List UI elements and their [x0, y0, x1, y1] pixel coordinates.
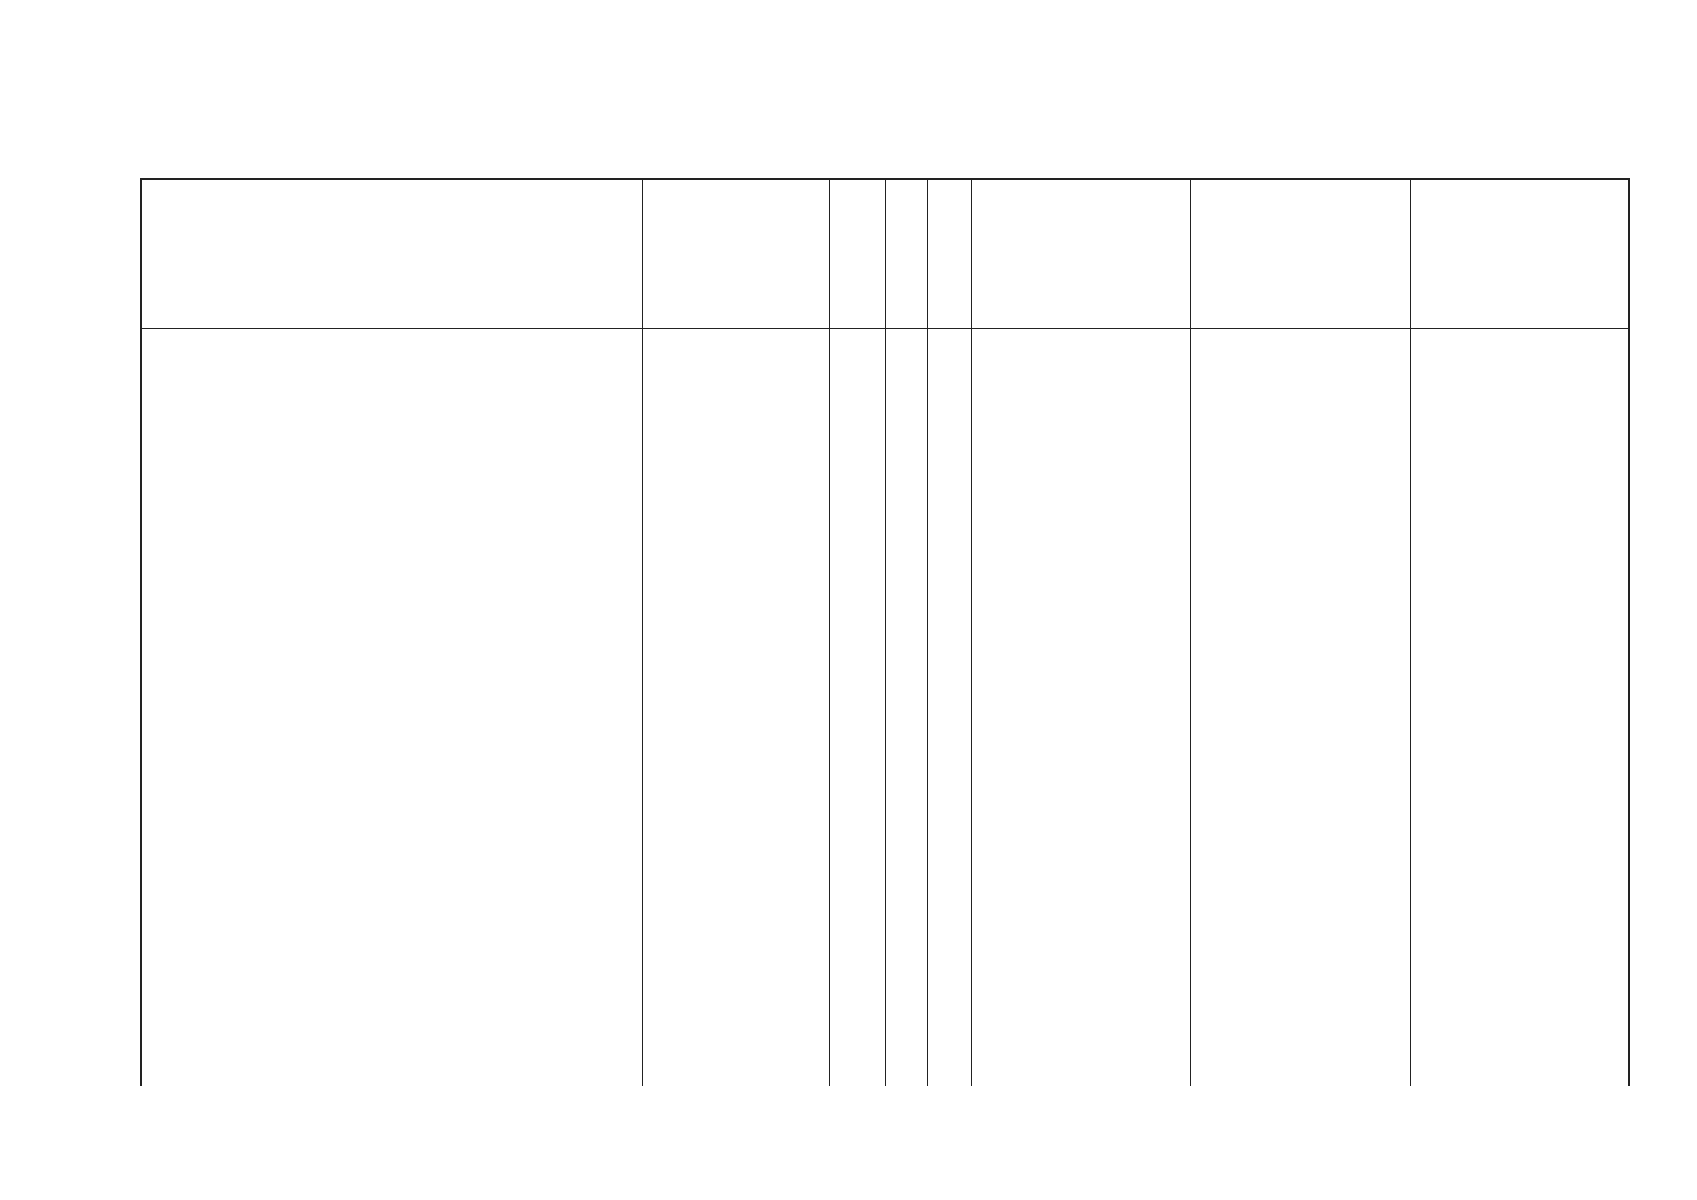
header-subsection: [927, 180, 971, 330]
header-name: [142, 180, 642, 330]
header-target: [642, 180, 829, 330]
header-2026: [1190, 180, 1410, 330]
header-2025: [971, 180, 1190, 330]
header-2027: [1410, 180, 1630, 330]
budget-table: [140, 178, 1630, 1086]
header-section: [885, 180, 927, 330]
header-group: [829, 180, 885, 330]
